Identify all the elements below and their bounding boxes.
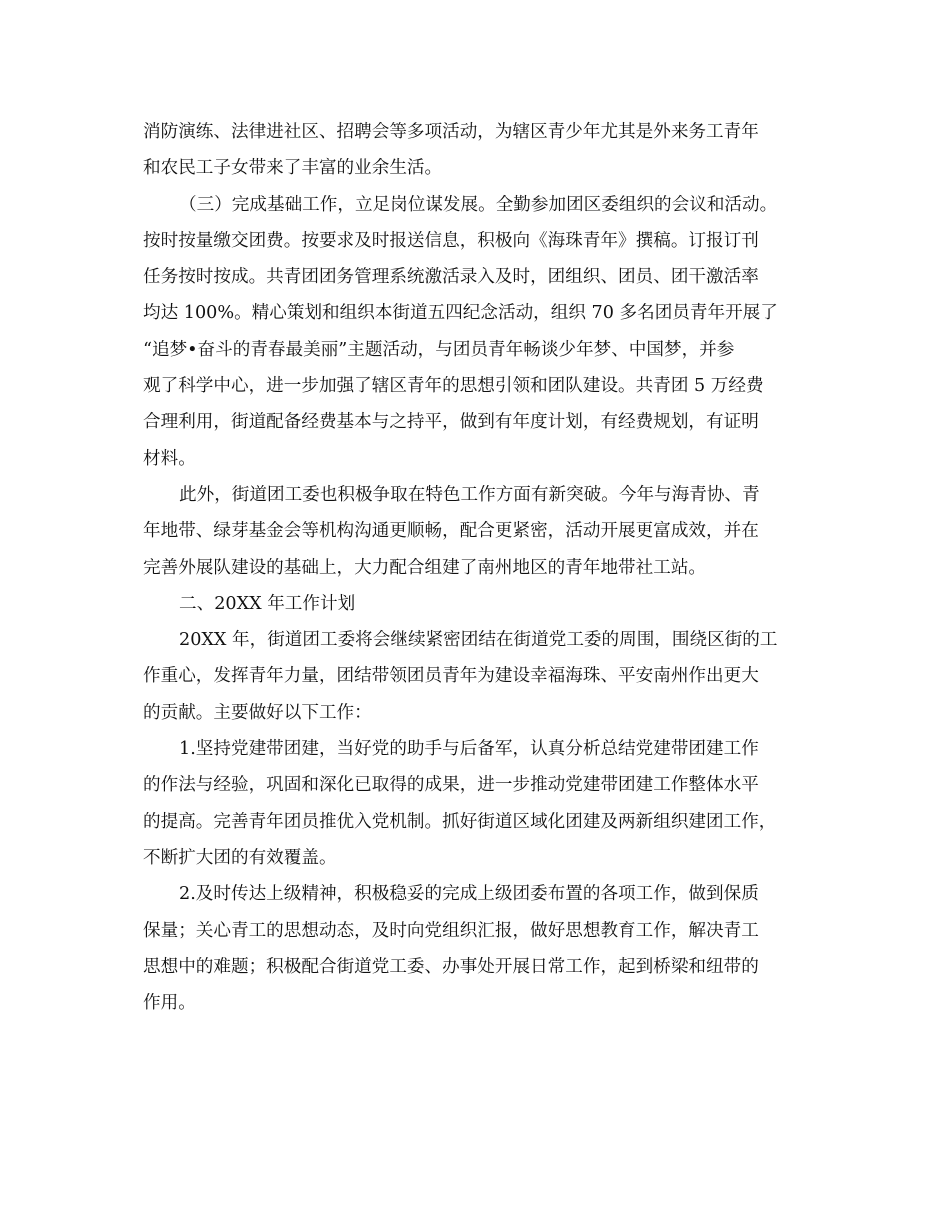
text-line: 1.坚持党建带团建，当好党的助手与后备军，认真分析总结党建带团建工作: [179, 739, 759, 760]
text-line: 的提高。完善青年团员推优入党机制。抓好街道区域化团建及两新组织建团工作，: [143, 811, 777, 832]
section-heading-work-plan: [143, 586, 811, 622]
text-line: 的作法与经验，巩固和深化已取得的成果，进一步推动党建带团建工作整体水平: [143, 775, 759, 796]
text-line: 思想中的难题；积极配合街道党工委、办事处开展日常工作，起到桥梁和纽带的: [143, 956, 759, 977]
text-line: 的贡献。主要做好以下工作：: [143, 702, 372, 723]
paragraph-basic-work: [143, 187, 811, 477]
text-line: 作重心，发挥青年力量，团结带领团员青年为建设幸福海珠、平安南州作出更大: [143, 666, 759, 687]
text-line: 合理利用，街道配备经费基本与之持平，做到有年度计划，有经费规划，有证明: [143, 412, 759, 433]
text-line: （三）完成基础工作，立足岗位谋发展。全勤参加团区委组织的会议和活动。: [179, 194, 778, 215]
text-line: 观了科学中心，进一步加强了辖区青年的思想引领和团队建设。共青团 5 万经费: [143, 376, 764, 397]
text-line: 作用。: [143, 993, 196, 1014]
text-line: 此外，街道团工委也积极争取在特色工作方面有新突破。今年与海青协、青: [179, 484, 760, 505]
text-line: 完善外展队建设的基础上，大力配合组建了南州地区的青年地带社工站。: [143, 557, 707, 578]
text-line: 消防演练、法律进社区、招聘会等多项活动，为辖区青少年尤其是外来务工青年: [143, 122, 759, 142]
paragraph-plan-item-1: [143, 731, 811, 876]
text-line: 2.及时传达上级精神，积极稳妥的完成上级团委布置的各项工作，做到保质: [179, 884, 759, 905]
document-body: [143, 114, 811, 1021]
text-line: 和农民工子女带来了丰富的业余生活。: [143, 158, 443, 179]
section-heading: 二、20XX 年工作计划: [179, 593, 356, 614]
paragraph-special-work: [143, 477, 811, 586]
text-line: 不断扩大团的有效覆盖。: [143, 847, 337, 868]
text-line: 任务按时按成。共青团团务管理系统激活录入及时，团组织、团员、团干激活率: [143, 267, 759, 288]
text-line: 20XX 年，街道团工委将会继续紧密团结在街道党工委的周围，围绕区街的工: [179, 630, 778, 651]
text-line: 均达 100%。精心策划和组织本街道五四纪念活动，组织 70 多名团员青年开展了: [143, 303, 778, 324]
paragraph-activities-summary: [143, 114, 811, 187]
text-line: 年地带、绿芽基金会等机构沟通更顺畅，配合更紧密，活动开展更富成效，并在: [143, 521, 759, 542]
text-line: 材料。: [143, 448, 196, 469]
text-line: 保量；关心青工的思想动态，及时向党组织汇报，做好思想教育工作，解决青工: [143, 920, 759, 941]
paragraph-plan-item-2: [143, 876, 811, 1021]
text-line: 按时按量缴交团费。按要求及时报送信息，积极向《海珠青年》撰稿。订报订刊: [143, 230, 759, 251]
paragraph-plan-intro: [143, 622, 811, 731]
text-line: “追梦•奋斗的青春最美丽”主题活动，与团员青年畅谈少年梦、中国梦，并参: [143, 339, 735, 360]
